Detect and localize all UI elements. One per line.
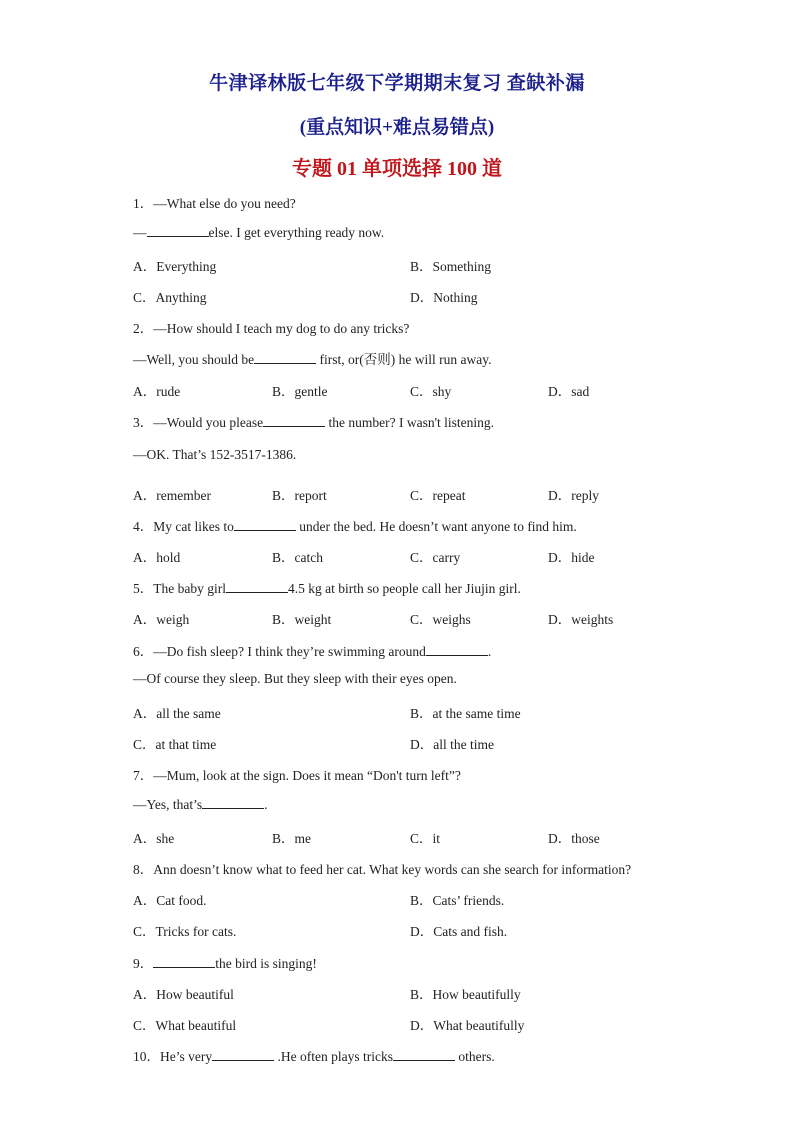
q7-option-a: A．she	[133, 831, 175, 846]
q1-option-c: C．Anything	[133, 290, 207, 305]
q6-option-a: A．all the same	[133, 706, 221, 721]
q9-option-a: A．How beautiful	[133, 987, 234, 1002]
q8-option-a: A．Cat food.	[133, 893, 207, 908]
q4-option-d: D．hide	[548, 550, 595, 565]
topic-heading: 专题 01 单项选择 100 道	[292, 158, 502, 180]
q3-option-b: B．report	[272, 488, 327, 503]
question-3-stem: 3．—Would you please the number? I wasn't listening.	[133, 415, 495, 430]
q6-option-b: B．at the same time	[410, 706, 521, 721]
q5-option-a: A．weigh	[133, 612, 190, 627]
q9-option-b: B．How beautifully	[410, 987, 521, 1002]
answer-blank	[147, 224, 209, 237]
document-title: 牛津译林版七年级下学期期末复习 查缺补漏	[209, 73, 585, 94]
q4-option-b: B．catch	[272, 550, 323, 565]
q1-option-d: D．Nothing	[410, 290, 478, 305]
question-1-line2: — else. I get everything ready now.	[133, 225, 385, 240]
question-5-stem: 5．The baby girl 4.5 kg at birth so people call her Jiujin girl.	[133, 581, 521, 596]
answer-blank	[153, 955, 215, 968]
q4-option-a: A．hold	[133, 550, 181, 565]
q2-option-c: C．shy	[410, 384, 452, 399]
q7-option-d: D．those	[548, 831, 600, 846]
q8-option-c: C．Tricks for cats.	[133, 924, 237, 939]
question-9-stem: 9． the bird is singing!	[133, 956, 317, 971]
answer-blank	[202, 796, 264, 809]
document-subtitle: (重点知识+难点易错点)	[299, 117, 495, 138]
answer-blank	[234, 518, 296, 531]
answer-blank	[263, 414, 325, 427]
question-7-line2: —Yes, that’s .	[133, 797, 268, 812]
q3-option-d: D．reply	[548, 488, 599, 503]
q9-option-d: D．What beautifully	[410, 1018, 525, 1033]
q4-option-c: C．carry	[410, 550, 461, 565]
q2-option-a: A．rude	[133, 384, 181, 399]
question-6-stem: 6．—Do fish sleep? I think they’re swimming around .	[133, 644, 492, 659]
question-7-stem: 7．—Mum, look at the sign. Does it mean “Don't turn left”?	[133, 768, 461, 783]
q2-option-b: B．gentle	[272, 384, 328, 399]
question-2-line2: —Well, you should be first, or(否则) he will run away.	[133, 352, 492, 367]
answer-blank	[226, 580, 288, 593]
q7-option-b: B．me	[272, 831, 311, 846]
question-1-stem: 1．—What else do you need?	[133, 196, 296, 211]
question-10-stem: 10．He’s very .He often plays tricks others.	[133, 1049, 495, 1064]
q7-option-c: C．it	[410, 831, 441, 846]
q8-option-d: D．Cats and fish.	[410, 924, 508, 939]
q2-option-d: D．sad	[548, 384, 590, 399]
question-3-line2: —OK. That’s 152-3517-1386.	[133, 447, 297, 462]
q8-option-b: B．Cats’ friends.	[410, 893, 505, 908]
question-6-line2: —Of course they sleep. But they sleep with their eyes open.	[133, 671, 457, 686]
answer-blank	[254, 351, 316, 364]
q5-option-d: D．weights	[548, 612, 614, 627]
question-4-stem: 4．My cat likes to under the bed. He doesn’t want anyone to find him.	[133, 519, 577, 534]
answer-blank	[426, 643, 488, 656]
q3-option-c: C．repeat	[410, 488, 466, 503]
answer-blank	[393, 1048, 455, 1061]
q3-option-a: A．remember	[133, 488, 211, 503]
q1-option-a: A．Everything	[133, 259, 217, 274]
q5-option-c: C．weighs	[410, 612, 471, 627]
question-8-stem: 8．Ann doesn’t know what to feed her cat. What key words can she search for information?	[133, 862, 632, 877]
answer-blank	[212, 1048, 274, 1061]
question-2-stem: 2．—How should I teach my dog to do any tricks?	[133, 321, 410, 336]
q6-option-c: C．at that time	[133, 737, 217, 752]
q1-option-b: B．Something	[410, 259, 492, 274]
q5-option-b: B．weight	[272, 612, 332, 627]
q6-option-d: D．all the time	[410, 737, 494, 752]
q9-option-c: C．What beautiful	[133, 1018, 237, 1033]
